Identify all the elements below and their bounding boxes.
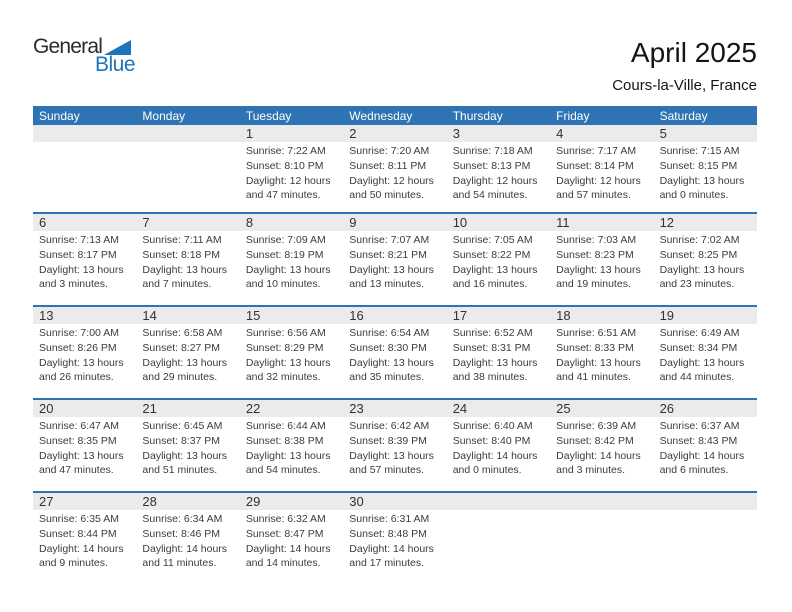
daylight-text-line1: Daylight: 13 hours xyxy=(556,356,641,369)
sunset-text: Sunset: 8:33 PM xyxy=(556,341,634,354)
daylight-text-line1: Daylight: 13 hours xyxy=(245,356,331,369)
daylight-text-line1: Daylight: 14 hours xyxy=(39,542,124,555)
day-cell-30 xyxy=(343,493,446,584)
day-cell-empty xyxy=(136,125,239,212)
sunset-text: Sunset: 8:37 PM xyxy=(142,434,221,447)
daylight-text-line1: Daylight: 13 hours xyxy=(39,449,124,462)
daylight-text-line1: Daylight: 12 hours xyxy=(245,174,331,187)
weekday-header-monday: Monday xyxy=(142,108,186,123)
sunrise-text: Sunrise: 7:07 AM xyxy=(349,234,430,246)
sunset-text: Sunset: 8:22 PM xyxy=(452,248,531,261)
day-number: 8 xyxy=(245,215,254,230)
daylight-text-line1: Daylight: 13 hours xyxy=(452,356,538,369)
day-cell-7 xyxy=(136,214,239,305)
day-cell-22 xyxy=(240,400,343,491)
sunset-text: Sunset: 8:23 PM xyxy=(556,248,634,261)
daylight-text-line2: and 38 minutes. xyxy=(452,371,528,384)
sunset-text: Sunset: 8:18 PM xyxy=(142,248,221,261)
day-cell-empty xyxy=(33,125,136,212)
sunrise-text: Sunrise: 6:52 AM xyxy=(452,327,533,339)
daylight-text-line1: Daylight: 14 hours xyxy=(659,449,745,462)
week-row-1 xyxy=(33,125,757,212)
sunrise-text: Sunrise: 6:42 AM xyxy=(349,420,430,432)
day-number: 17 xyxy=(452,308,468,323)
sunset-text: Sunset: 8:39 PM xyxy=(349,434,427,447)
daylight-text-line2: and 47 minutes. xyxy=(39,464,114,477)
sunset-text: Sunset: 8:26 PM xyxy=(39,341,117,354)
daylight-text-line2: and 23 minutes. xyxy=(659,278,735,291)
sunset-text: Sunset: 8:40 PM xyxy=(452,434,531,447)
daylight-text-line2: and 54 minutes. xyxy=(245,464,321,477)
daylight-text-line2: and 50 minutes. xyxy=(349,189,424,202)
sunrise-text: Sunrise: 6:35 AM xyxy=(39,513,119,525)
sunset-text: Sunset: 8:11 PM xyxy=(349,159,427,172)
daylight-text-line1: Daylight: 12 hours xyxy=(349,174,434,187)
daylight-text-line2: and 3 minutes. xyxy=(39,278,108,291)
daylight-text-line1: Daylight: 13 hours xyxy=(659,356,745,369)
day-number: 30 xyxy=(349,494,364,509)
weekday-header-saturday: Saturday xyxy=(659,108,708,123)
day-cell-19 xyxy=(654,307,757,398)
daylight-text-line1: Daylight: 14 hours xyxy=(142,542,228,555)
daylight-text-line2: and 3 minutes. xyxy=(556,464,626,477)
sunrise-text: Sunrise: 6:54 AM xyxy=(349,327,430,339)
week-row-2 xyxy=(33,212,757,305)
day-number: 19 xyxy=(659,308,675,323)
daylight-text-line1: Daylight: 12 hours xyxy=(556,174,641,187)
sunset-text: Sunset: 8:30 PM xyxy=(349,341,427,354)
sunset-text: Sunset: 8:15 PM xyxy=(659,159,738,172)
day-cell-6 xyxy=(33,214,136,305)
day-number: 20 xyxy=(39,401,54,416)
weekday-header-row xyxy=(33,106,757,125)
daylight-text-line2: and 32 minutes. xyxy=(245,371,321,384)
sunset-text: Sunset: 8:10 PM xyxy=(245,159,324,172)
daylight-text-line2: and 17 minutes. xyxy=(349,557,424,570)
sunrise-text: Sunrise: 6:39 AM xyxy=(556,420,637,432)
day-number: 24 xyxy=(452,401,468,416)
daylight-text-line1: Daylight: 13 hours xyxy=(142,263,228,276)
day-cell-16 xyxy=(343,307,446,398)
daylight-text-line2: and 41 minutes. xyxy=(556,371,631,384)
day-number: 10 xyxy=(452,215,468,230)
sunset-text: Sunset: 8:38 PM xyxy=(245,434,324,447)
daylight-text-line2: and 57 minutes. xyxy=(556,189,631,202)
logo-text-general: General xyxy=(33,35,103,58)
day-cell-20 xyxy=(33,400,136,491)
sunrise-text: Sunrise: 7:09 AM xyxy=(245,234,326,246)
sunrise-text: Sunrise: 6:37 AM xyxy=(659,420,740,432)
sunrise-text: Sunrise: 6:40 AM xyxy=(452,420,533,432)
day-number: 5 xyxy=(659,126,667,141)
daylight-text-line2: and 9 minutes. xyxy=(39,557,108,570)
daylight-text-line2: and 54 minutes. xyxy=(452,189,528,202)
day-number: 4 xyxy=(556,126,564,141)
weekday-header-tuesday: Tuesday xyxy=(245,108,292,123)
sunset-text: Sunset: 8:19 PM xyxy=(245,248,324,261)
day-number: 14 xyxy=(142,308,157,323)
daylight-text-line2: and 13 minutes. xyxy=(349,278,424,291)
day-number: 11 xyxy=(556,215,570,230)
sunrise-text: Sunrise: 7:18 AM xyxy=(452,145,533,157)
daylight-text-line1: Daylight: 13 hours xyxy=(245,449,331,462)
sunrise-text: Sunrise: 7:22 AM xyxy=(245,145,326,157)
daylight-text-line1: Daylight: 13 hours xyxy=(349,449,434,462)
day-cell-29 xyxy=(240,493,343,584)
day-cell-11 xyxy=(550,214,653,305)
day-number: 12 xyxy=(659,215,675,230)
daylight-text-line2: and 29 minutes. xyxy=(142,371,218,384)
sunset-text: Sunset: 8:14 PM xyxy=(556,159,634,172)
sunset-text: Sunset: 8:42 PM xyxy=(556,434,634,447)
week-row-3 xyxy=(33,305,757,398)
sunrise-text: Sunrise: 7:13 AM xyxy=(39,234,119,246)
weekday-header-thursday: Thursday xyxy=(452,108,503,123)
sunset-text: Sunset: 8:25 PM xyxy=(659,248,738,261)
sunrise-text: Sunrise: 7:20 AM xyxy=(349,145,430,157)
sunset-text: Sunset: 8:44 PM xyxy=(39,527,117,540)
sunrise-text: Sunrise: 6:31 AM xyxy=(349,513,430,525)
day-number: 26 xyxy=(659,401,675,416)
day-number: 15 xyxy=(245,308,261,323)
weekday-header-friday: Friday xyxy=(556,108,590,123)
sunset-text: Sunset: 8:13 PM xyxy=(452,159,531,172)
day-cell-empty xyxy=(550,493,653,584)
sunset-text: Sunset: 8:48 PM xyxy=(349,527,427,540)
daylight-text-line2: and 7 minutes. xyxy=(142,278,212,291)
day-number: 1 xyxy=(245,126,254,141)
sunset-text: Sunset: 8:35 PM xyxy=(39,434,117,447)
daylight-text-line2: and 47 minutes. xyxy=(245,189,321,202)
sunset-text: Sunset: 8:21 PM xyxy=(349,248,427,261)
daylight-text-line2: and 0 minutes. xyxy=(452,464,522,477)
day-number: 16 xyxy=(349,308,364,323)
sunrise-text: Sunrise: 7:02 AM xyxy=(659,234,740,246)
daylight-text-line2: and 14 minutes. xyxy=(245,557,321,570)
daylight-text-line1: Daylight: 13 hours xyxy=(349,356,434,369)
day-cell-25 xyxy=(550,400,653,491)
day-number: 3 xyxy=(452,126,460,141)
sunrise-text: Sunrise: 6:49 AM xyxy=(659,327,740,339)
daylight-text-line2: and 0 minutes. xyxy=(659,189,729,202)
daylight-text-line1: Daylight: 14 hours xyxy=(452,449,538,462)
sunrise-text: Sunrise: 7:03 AM xyxy=(556,234,637,246)
day-cell-17 xyxy=(447,307,550,398)
daylight-text-line2: and 26 minutes. xyxy=(39,371,114,384)
daylight-text-line2: and 19 minutes. xyxy=(556,278,631,291)
day-cell-4 xyxy=(550,125,653,212)
daylight-text-line2: and 57 minutes. xyxy=(349,464,424,477)
day-number: 21 xyxy=(142,401,157,416)
day-number: 7 xyxy=(142,215,150,230)
day-cell-27 xyxy=(33,493,136,584)
day-cell-21 xyxy=(136,400,239,491)
day-cell-24 xyxy=(447,400,550,491)
sunset-text: Sunset: 8:31 PM xyxy=(452,341,531,354)
sunset-text: Sunset: 8:27 PM xyxy=(142,341,221,354)
daylight-text-line2: and 51 minutes. xyxy=(142,464,218,477)
day-cell-13 xyxy=(33,307,136,398)
daylight-text-line1: Daylight: 13 hours xyxy=(39,356,124,369)
day-number: 23 xyxy=(349,401,364,416)
day-cell-26 xyxy=(654,400,757,491)
daylight-text-line1: Daylight: 13 hours xyxy=(39,263,124,276)
day-cell-1 xyxy=(240,125,343,212)
daylight-text-line2: and 11 minutes. xyxy=(142,557,217,570)
general-blue-logo xyxy=(33,36,135,75)
sunrise-text: Sunrise: 6:56 AM xyxy=(245,327,326,339)
daylight-text-line2: and 6 minutes. xyxy=(659,464,729,477)
sunrise-text: Sunrise: 7:17 AM xyxy=(556,145,637,157)
week-row-5 xyxy=(33,491,757,584)
day-number: 28 xyxy=(142,494,157,509)
page-title: April 2025 xyxy=(630,37,757,68)
day-cell-15 xyxy=(240,307,343,398)
daylight-text-line1: Daylight: 13 hours xyxy=(659,263,745,276)
sunrise-text: Sunrise: 7:15 AM xyxy=(659,145,740,157)
sunrise-text: Sunrise: 6:47 AM xyxy=(39,420,119,432)
sunrise-text: Sunrise: 7:11 AM xyxy=(142,234,222,246)
day-cell-3 xyxy=(447,125,550,212)
day-number: 9 xyxy=(349,215,357,230)
page-subtitle: Cours-la-Ville, France xyxy=(612,76,757,94)
sunset-text: Sunset: 8:17 PM xyxy=(39,248,117,261)
day-cell-empty xyxy=(447,493,550,584)
day-cell-28 xyxy=(136,493,239,584)
logo-text-blue: Blue xyxy=(94,53,135,76)
sunrise-text: Sunrise: 6:45 AM xyxy=(142,420,223,432)
daylight-text-line1: Daylight: 13 hours xyxy=(245,263,331,276)
day-cell-23 xyxy=(343,400,446,491)
day-number: 2 xyxy=(349,126,357,141)
day-cell-8 xyxy=(240,214,343,305)
day-number: 13 xyxy=(39,308,54,323)
sunrise-text: Sunrise: 6:58 AM xyxy=(142,327,223,339)
daylight-text-line1: Daylight: 13 hours xyxy=(142,449,228,462)
title-block xyxy=(612,38,757,94)
sunset-text: Sunset: 8:29 PM xyxy=(245,341,324,354)
sunset-text: Sunset: 8:47 PM xyxy=(245,527,324,540)
day-cell-10 xyxy=(447,214,550,305)
day-number: 27 xyxy=(39,494,54,509)
sunrise-text: Sunrise: 7:05 AM xyxy=(452,234,533,246)
sunrise-text: Sunrise: 6:44 AM xyxy=(245,420,326,432)
daylight-text-line1: Daylight: 13 hours xyxy=(556,263,641,276)
weekday-header-wednesday: Wednesday xyxy=(349,108,413,123)
day-cell-9 xyxy=(343,214,446,305)
daylight-text-line2: and 35 minutes. xyxy=(349,371,424,384)
day-number: 18 xyxy=(556,308,571,323)
daylight-text-line2: and 16 minutes. xyxy=(452,278,528,291)
calendar-grid xyxy=(33,125,757,584)
day-cell-2 xyxy=(343,125,446,212)
sunset-text: Sunset: 8:34 PM xyxy=(659,341,738,354)
day-number: 6 xyxy=(39,215,47,230)
daylight-text-line1: Daylight: 12 hours xyxy=(452,174,538,187)
day-cell-12 xyxy=(654,214,757,305)
sunrise-text: Sunrise: 7:00 AM xyxy=(39,327,119,339)
sunset-text: Sunset: 8:46 PM xyxy=(142,527,221,540)
daylight-text-line1: Daylight: 13 hours xyxy=(452,263,538,276)
sunset-text: Sunset: 8:43 PM xyxy=(659,434,738,447)
calendar-table xyxy=(33,106,757,584)
day-number: 29 xyxy=(245,494,261,509)
daylight-text-line2: and 10 minutes. xyxy=(245,278,321,291)
day-cell-18 xyxy=(550,307,653,398)
sunrise-text: Sunrise: 6:51 AM xyxy=(556,327,637,339)
daylight-text-line1: Daylight: 13 hours xyxy=(659,174,745,187)
day-cell-empty xyxy=(654,493,757,584)
day-number: 25 xyxy=(556,401,571,416)
daylight-text-line1: Daylight: 14 hours xyxy=(349,542,434,555)
day-number: 22 xyxy=(245,401,261,416)
day-cell-14 xyxy=(136,307,239,398)
daylight-text-line2: and 44 minutes. xyxy=(659,371,735,384)
sunrise-text: Sunrise: 6:34 AM xyxy=(142,513,223,525)
daylight-text-line1: Daylight: 13 hours xyxy=(142,356,228,369)
weekday-header-sunday: Sunday xyxy=(39,108,80,123)
daylight-text-line1: Daylight: 14 hours xyxy=(556,449,641,462)
week-row-4 xyxy=(33,398,757,491)
day-cell-5 xyxy=(654,125,757,212)
sunrise-text: Sunrise: 6:32 AM xyxy=(245,513,326,525)
daylight-text-line1: Daylight: 14 hours xyxy=(245,542,331,555)
daylight-text-line1: Daylight: 13 hours xyxy=(349,263,434,276)
